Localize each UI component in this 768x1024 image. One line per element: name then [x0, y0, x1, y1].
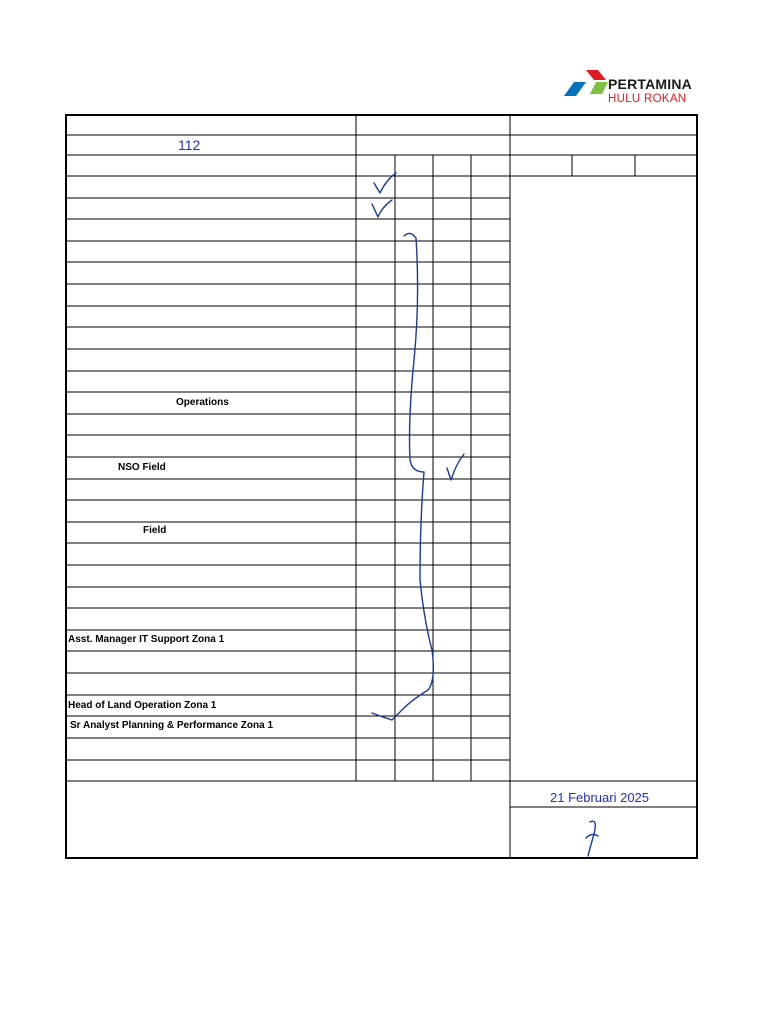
signature-mark	[586, 821, 598, 856]
checkmark-row-2	[372, 200, 392, 217]
row-label-it-support: Asst. Manager IT Support Zona 1	[68, 634, 225, 645]
row-label-field: Field	[143, 525, 167, 536]
checkmark-nso-field	[447, 454, 464, 480]
document-date: 21 Februari 2025	[550, 790, 650, 805]
brand-subtitle: HULU ROKAN	[608, 93, 687, 105]
row-label-planning-performance: Sr Analyst Planning & Performance Zona 1	[70, 720, 274, 731]
row-label-operations: Operations	[176, 397, 229, 408]
brand-name: PERTAMINA	[608, 76, 692, 92]
document-number: 112	[178, 137, 201, 153]
form-outer-border	[66, 115, 697, 858]
row-label-nso-field: NSO Field	[118, 462, 166, 473]
row-label-land-operation: Head of Land Operation Zona 1	[68, 700, 217, 711]
